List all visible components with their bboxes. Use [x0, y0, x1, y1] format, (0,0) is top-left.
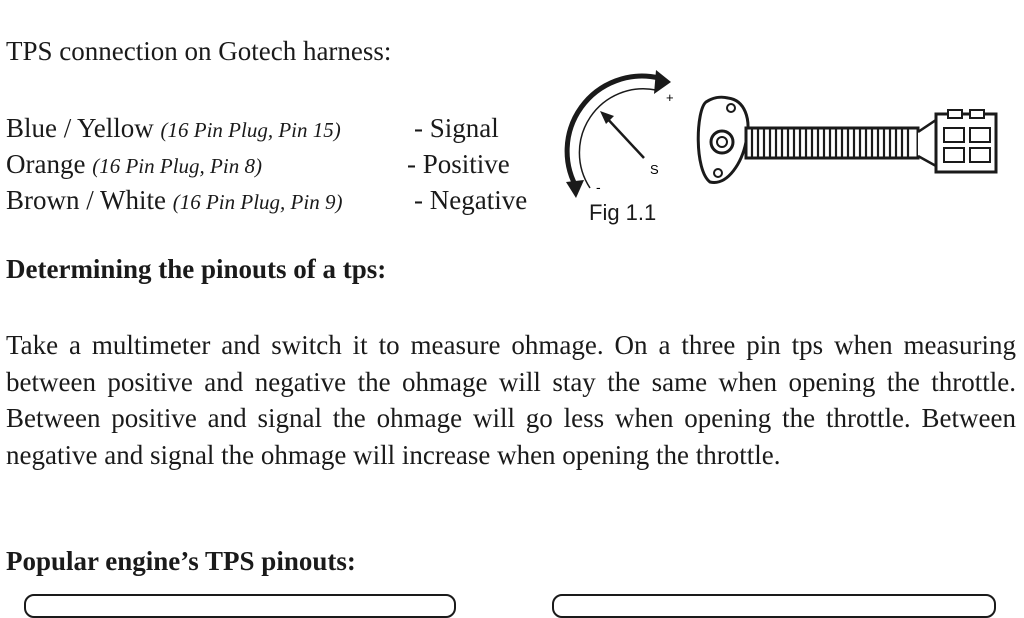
pinouts-paragraph: Take a multimeter and switch it to measure ohmage. On a three pin tps when measuring between positive and negative the ohmage will stay the same when opening the throttle. Between positive and signal the ohmage will go less when opening the throttle. Between negative and signal the ohmage will increase when opening the throttle. — [6, 330, 1016, 470]
wire-plug: (16 Pin Plug, Pin 15) — [160, 118, 341, 142]
wire-color: Orange — [6, 149, 86, 179]
tps-sensor-drawing — [698, 97, 996, 182]
wire-row-negative — [6, 182, 528, 218]
figure-caption: Fig 1.1 — [589, 200, 657, 225]
wire-plug: (16 Pin Plug, Pin 8) — [92, 154, 262, 178]
wire-row-positive — [6, 146, 510, 182]
throttle-arc-diagram — [566, 70, 674, 198]
pinouts-heading: Determining the pinouts of a tps: — [6, 254, 387, 284]
plus-label: + — [666, 90, 674, 105]
connection-heading: TPS connection on Gotech harness: — [6, 36, 392, 66]
wire-function: - Signal — [414, 113, 499, 143]
arrow-down-icon — [566, 180, 584, 198]
wire-plug: (16 Pin Plug, Pin 9) — [172, 190, 343, 214]
popular-heading: Popular engine’s TPS pinouts: — [6, 546, 356, 576]
wire-function: - Negative — [414, 185, 528, 215]
cropped-top-line — [0, 0, 1024, 8]
wire-function: - Positive — [407, 149, 510, 179]
table-box-left — [24, 594, 456, 618]
wire-color: Brown / White — [6, 185, 166, 215]
wire-row-signal — [6, 110, 499, 146]
minus-label: - — [596, 179, 601, 195]
table-box-tops — [0, 594, 1024, 604]
wire-color: Blue / Yellow — [6, 113, 154, 143]
signal-label: S — [650, 162, 659, 177]
table-box-right — [552, 594, 996, 618]
wire-list — [6, 110, 528, 218]
